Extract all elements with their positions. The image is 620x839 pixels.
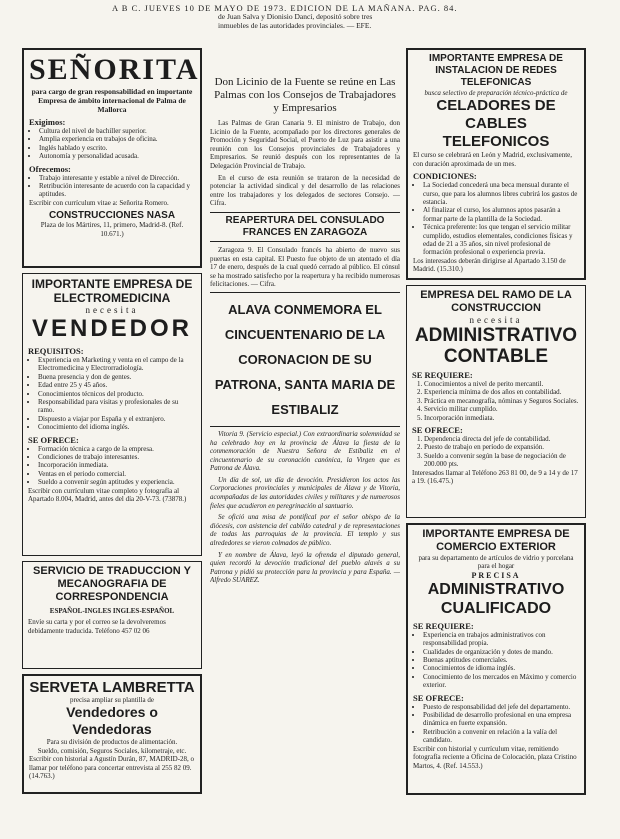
divider: [210, 292, 400, 293]
contact-text: Escribir con historial y currículum vitae, remitiendo fotografía reciente a Oficina de Colocación, plaza Cristino Martos, 4. (Ref. 14.553.): [413, 744, 577, 770]
ad-traduccion: [22, 561, 202, 669]
story-paragraph: Zaragoza 9. El Consulado francés ha abierto de nuevo sus puertas en esta capital. El Puesto fue objeto de un atentado el día 17 de enero, después de la cual quedó cerrado al público. El cónsul se ha mostrado satisfecho por la reapertura y ha recibido numerosas felicitaciones. — Cifra.: [210, 245, 400, 289]
ad-needs: necesita: [469, 315, 523, 325]
story-paragraph: Vitoria 9. (Servicio especial.) Con extraordinaria solemnidad se ha celebrado hoy en la provincia de Álava la fiesta de la conmemoración de Nuestra Señora de Estíbaliz en el cincuentenario de su coronación canónica, la Virgen que es Patrona de Álava.: [210, 429, 400, 473]
list-item: • Responsabilidad para visitas y profesionales de su ramo.: [38, 398, 196, 415]
ad-languages: ESPAÑOL-INGLES INGLES-ESPAÑOL: [49, 607, 175, 615]
story-paragraph: Se ofició una misa de pontifical por el señor obispo de la diócesis, con asistencia del cabildo catedral y de representaciones de todas las parroquias de la provincia. El templo y sus alrededores se vieron colmados de público.: [210, 513, 400, 548]
story-paragraph: En el curso de esta reunión se trataron de la necesidad de potenciar la actividad sindical y del desarrollo de las relaciones entre los trabajadores y los delegados de sectores Consejo. — Cifra.: [210, 173, 400, 208]
list-item: • Ventas en el periodo comercial.: [38, 470, 196, 478]
list-item: • Sueldo a convenir según aptitudes y experiencia.: [38, 478, 196, 486]
list-item: • Condiciones de trabajo interesantes.: [38, 453, 196, 461]
story-paragraph: Y en nombre de Álava, leyó la ofrenda el diputado general, quien recordó la devoción tradicional del pueblo alavés a su Patrona y pidió su protección para la provincia y para España. — Alfredo SUAREZ.: [210, 550, 400, 585]
conditions-label: CONDICIONES:: [413, 171, 477, 182]
divider: [210, 426, 400, 427]
ad-heading: IMPORTANTE EMPRESA DE COMERCIO EXTERIOR: [422, 528, 570, 553]
offers-list: [28, 445, 196, 487]
list-item: 2. Puesto de trabajo en período de expansión.: [424, 443, 580, 451]
list-item: 1. Conocimientos a nivel de perito mercantil.: [424, 380, 580, 388]
ad-subheading: para su departamento de artículos de vidrio y porcelana para el hogar: [418, 554, 574, 571]
offers-list: [413, 703, 579, 745]
ad-heading: IMPORTANTE EMPRESA DE ELECTROMEDICINA: [31, 277, 193, 305]
requirements-label: SE REQUIERE:: [413, 620, 474, 631]
company-address: Plaza de los Mártires, 11, primero, Madrid-8. (Ref. 10.671.): [40, 221, 184, 238]
ad-body: El curso se celebrará en León y Madrid, exclusivamente, con duración aproximada de un mes.: [413, 151, 572, 168]
list-item: • Retribución interesante de acuerdo con la capacidad y aptitudes.: [39, 182, 195, 199]
contact-text: Escribir con currículum vitae completo y fotografía al Apartado 8.004, Madrid, antes del día 20-V-73. (73878.): [28, 486, 187, 504]
list-item: • Retribución a convenir en relación a la valía del candidato.: [423, 728, 579, 745]
list-item: • Buena presencia y don de gentes.: [38, 373, 196, 381]
contact-text: Escribir con currículum vitae a: Señorita Romero.: [29, 198, 169, 207]
list-item: • Conocimientos de idioma inglés.: [423, 664, 579, 672]
list-item: • Al finalizar el curso, los alumnos aptos pasarán a formar parte de la plantilla de la Sociedad.: [423, 206, 579, 223]
ad-body: Envíe su carta y por el correo se la devolveremos debidamente traducida. Teléfono 457 02 06: [28, 618, 166, 635]
ad-title: ADMINISTRATIVO CONTABLE: [414, 325, 578, 367]
list-item: • La Sociedad concederá una beca mensual durante el curso, que para los alumnos libres cubrirá los gastos de estancia.: [423, 181, 579, 206]
ad-precisa: precisa ampliar su plantilla de: [70, 696, 154, 704]
ad-subheading: busca selectivo de preparación técnico-práctica de: [424, 89, 568, 97]
list-item: 1. Dependencia directa del jefe de contabilidad.: [424, 435, 580, 443]
ad-senorita: [22, 48, 202, 268]
story-headline: Don Licinio de la Fuente se reúne en Las Palmas con los Consejos de Trabajadores y Empresarios: [214, 76, 396, 114]
story-headline: REAPERTURA DEL CONSULADO FRANCES EN ZARAGOZA: [210, 212, 400, 242]
offers-label: SE OFRECE:: [413, 692, 464, 703]
ad-lambretta: [22, 674, 202, 794]
ad-comercio-exterior: [406, 523, 586, 795]
left-column: [22, 48, 202, 799]
list-item: • Inglés hablado y escrito.: [39, 144, 195, 152]
list-item: 4. Servicio militar cumplido.: [424, 405, 580, 413]
list-item: • Técnica preferente: los que tengan el servicio militar cumplido, estudios elementales, condiciones físicas y edad de 21 a 35 años, sin nivel profesional de formación profesional o experiencia previa.: [423, 223, 579, 257]
ad-body: Para su división de productos de alimentación.: [46, 738, 178, 747]
story-paragraph: Las Palmas de Gran Canaria 9. El ministro de Trabajo, don Licinio de la Fuente, acompañado por los directores generales de Promoción y Seguridad Social, el Puerto de Luz para asistir a una reunión con los Consejos provinciales de Trabajadores y Empresarios. Se reunió después con los representantes de la Delegación Provincial de Trabajo.: [210, 119, 400, 170]
list-item: • Cultura del nivel de bachiller superior.: [39, 127, 195, 135]
list-item: • Edad entre 25 y 45 años.: [38, 381, 196, 389]
offers-label: Ofrecemos:: [29, 163, 71, 174]
ad-heading: EMPRESA DEL RAMO DE LA CONSTRUCCION: [420, 289, 572, 314]
story-headline: ALAVA CONMEMORA EL CINCUENTENARIO DE LA CORONACION DE SU PATRONA, SANTA MARIA DE ESTIBALIZ: [214, 301, 396, 417]
offers-list: [29, 174, 195, 199]
offers-list: [412, 435, 580, 469]
list-item: • Buenas aptitudes comerciales.: [423, 656, 579, 664]
contact-text: Los interesados deberán dirigirse al Apartado 3.150 de Madrid. (15.310.): [413, 256, 566, 274]
list-item: • Posibilidad de desarrollo profesional en una empresa dinámica en fuerte expansión.: [423, 711, 579, 728]
list-item: • Amplia experiencia en trabajos de oficina.: [39, 135, 195, 143]
requirements-list: [413, 631, 579, 690]
list-item: • Puesto de responsabilidad del jefe del departamento.: [423, 703, 579, 711]
list-item: • Conocimiento de los mercados en Máximo y comercio exterior.: [423, 673, 579, 690]
ad-subtitle: para cargo de gran responsabilidad en importante Empresa de ámbito internacional de Palma de Mallorca: [31, 87, 193, 114]
page-header: A B C. JUEVES 10 DE MAYO DE 1973. EDICION DE LA MAÑANA. PAG. 84.: [112, 3, 458, 13]
ad-contable: [406, 285, 586, 518]
list-item: • Conocimientos técnicos del producto.: [38, 390, 196, 398]
ad-requirements: Sueldo, comisión, Seguros Sociales, kilometraje, etc.: [37, 746, 187, 755]
requirements-list: [412, 380, 580, 422]
list-item: • Experiencia en trabajos administrativos con responsabilidad propia.: [423, 631, 579, 648]
list-item: • Cualidades de organización y dotes de mando.: [423, 648, 579, 656]
requirements-label: SE REQUIERE:: [412, 370, 473, 380]
list-item: • Conocimiento del idioma inglés.: [38, 423, 196, 431]
list-item: • Trabajo interesante y estable a nivel de Dirección.: [39, 174, 195, 182]
requirements-label: REQUISITOS:: [28, 346, 84, 356]
requirements-list: [29, 127, 195, 161]
list-item: 3. Práctica en mecanografía, nóminas y Seguros Sociales.: [424, 397, 580, 405]
ad-title: SEÑORITA: [29, 53, 200, 86]
ad-vendedor: [22, 273, 202, 556]
middle-column: [210, 76, 400, 588]
ad-celadores: [406, 48, 586, 280]
offers-label: SE OFRECE:: [412, 425, 463, 436]
ad-title: SERVETA LAMBRETTA: [29, 679, 195, 696]
right-column: [406, 48, 586, 800]
company-name: CONSTRUCCIONES NASA: [48, 210, 176, 222]
contact-text: Escribir con historial a Agustín Durán, 87, MADRID-28, o llamar por teléfono para concertar entrevista al 255 82 09. (14.763.): [29, 755, 195, 781]
list-item: • Autonomía y personalidad acusada.: [39, 152, 195, 160]
ad-role: Vendedores o Vendedoras: [66, 704, 158, 738]
list-item: 5. Incorporación inmediata.: [424, 414, 580, 422]
story-paragraph: Un día de sol, un día de devoción. Presidieron los actos las Corporaciones provinciales y municipales de Álava y de Vitoria, acompañadas de las autoridades civiles y militares y de numerosos fieles que acudieron en peregrinación al santuario.: [210, 475, 400, 510]
requirements-list: [28, 356, 196, 432]
ad-title: SERVICIO DE TRADUCCION Y MECANOGRAFIA DE CORRESPONDENCIA: [33, 565, 191, 603]
list-item: 3. Sueldo a convenir según la base de negociación de 200.000 pts.: [424, 452, 580, 469]
list-item: 2. Experiencia mínima de dos años en contabilidad.: [424, 388, 580, 396]
offers-label: SE OFRECE:: [28, 434, 79, 445]
ad-title: CELADORES DE CABLES TELEFONICOS: [436, 97, 556, 151]
list-item: • Dispuesto a viajar por España y el extranjero.: [38, 415, 196, 423]
requirements-label: Exigimos:: [29, 117, 66, 127]
list-item: • Formación técnica a cargo de la empresa.: [38, 445, 196, 453]
ad-title: ADMINISTRATIVO CUALIFICADO: [427, 580, 565, 617]
ad-title: VENDEDOR: [31, 315, 193, 342]
conditions-list: [413, 181, 579, 257]
ad-heading: IMPORTANTE EMPRESA DE INSTALACION DE REDES TELEFONICAS: [429, 53, 563, 88]
ad-needs: necesita: [85, 305, 139, 315]
contact-text: Interesados llamar al Teléfono 263 81 00, de 9 a 14 y de 17 a 19. (16.475.): [412, 468, 578, 486]
ad-needs: PRECISA: [471, 570, 521, 580]
list-item: • Incorporación inmediata.: [38, 461, 196, 469]
list-item: • Experiencia en Marketing y venta en el campo de la Electromedicina y Electrorradiología.: [38, 356, 196, 373]
continued-text: de Juan Salva y Dionisio Dancí, depositó sobre tres inmuebles de las autoridades provinciales. — EFE.: [218, 12, 373, 30]
